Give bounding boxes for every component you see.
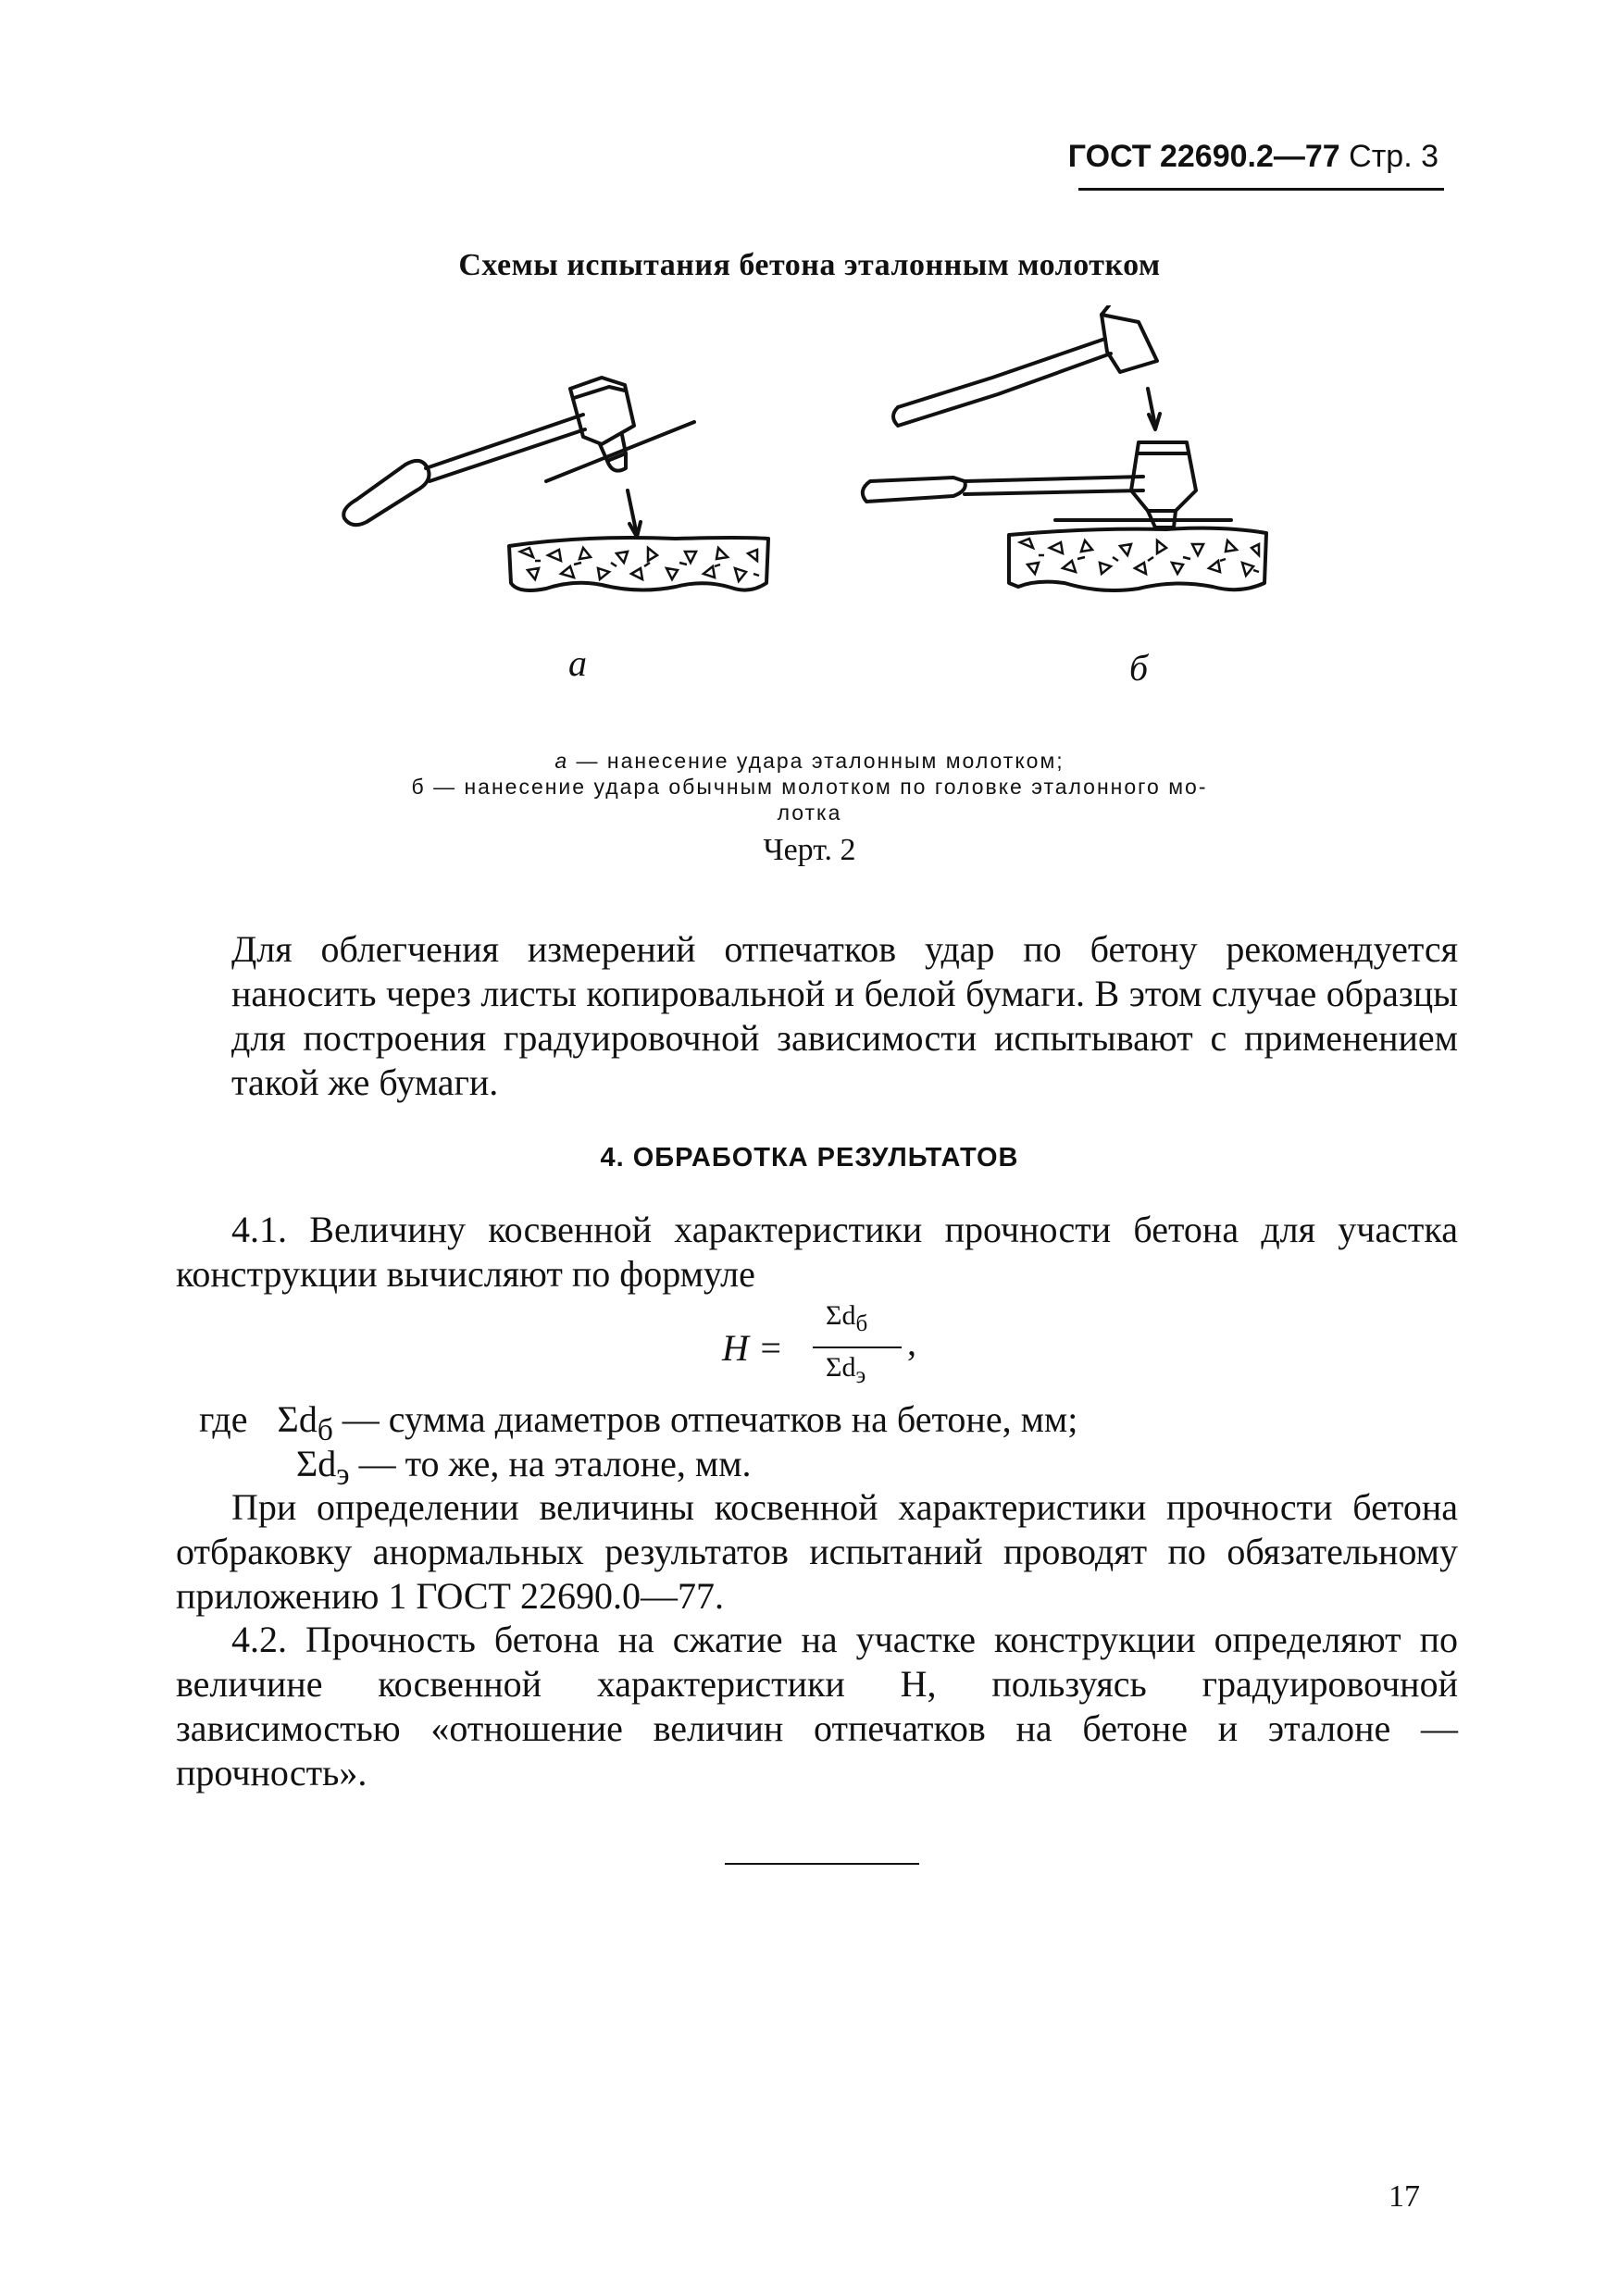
paragraph-1: Для облегчения измерений отпечатков удар по бетону рекомендуется наносить через листы копировальной и белой бумаги. В этом случае образцы для построения градуировочной зависимости испытывают с применением такой же бумаги. <box>231 928 1458 1103</box>
caption-line-a <box>0 748 1619 774</box>
formula-den-sym: Σd <box>826 1352 856 1383</box>
def2-symbol <box>296 1443 350 1492</box>
figure-caption <box>0 748 1619 825</box>
formula-num-sub: б <box>855 1311 868 1336</box>
def2-text: — то же, на эталоне, мм. <box>349 1443 752 1484</box>
page-label: Стр. 3 <box>1349 139 1438 174</box>
header-underline <box>1078 188 1444 191</box>
paragraph-4-1: 4.1. Величину косвенной характеристики прочности бетона для участка конструкции вычисляют по формуле <box>176 1209 1458 1295</box>
def1-sub: б <box>317 1413 333 1447</box>
caption-line-b1: б — нанесение удара обычным молотком по головке эталонного мо- <box>411 775 1208 799</box>
formula-lhs: H = <box>722 1327 783 1369</box>
caption-a-letter: а <box>554 749 569 773</box>
page-number: 17 <box>1389 2179 1420 2214</box>
formula-num-sym: Σd <box>826 1300 856 1331</box>
fraction-bar <box>813 1347 902 1348</box>
formula-comma: , <box>907 1322 916 1363</box>
scheme-b-aggregate <box>1020 539 1259 576</box>
def1-text: — сумма диаметров отпечатков на бетоне, мм; <box>332 1398 1078 1440</box>
formula <box>722 1300 1000 1402</box>
caption-a-text: — нанесение удара эталонным молотком; <box>568 749 1065 773</box>
formula-den-sub: э <box>855 1363 866 1388</box>
def2-sub: э <box>336 1458 350 1492</box>
scheme-a-label: а <box>568 642 587 684</box>
scheme-b-label: б <box>1129 647 1149 689</box>
section-title: 4. ОБРАБОТКА РЕЗУЛЬТАТОВ <box>600 1143 1019 1173</box>
def1-sym: Σd <box>277 1398 318 1440</box>
page-header <box>1068 139 1438 175</box>
def1-symbol <box>277 1398 333 1447</box>
end-rule <box>725 1863 919 1865</box>
scheme-b-drawing <box>863 305 1266 590</box>
paragraph-4-2: 4.2. Прочность бетона на сжатие на участке конструкции определяют по величине косвенной характеристики H, пользуясь градуировочной зависимостью «отношение величин отпечатков на бетоне и эталоне — прочность». <box>176 1619 1458 1793</box>
paragraph-4-1-continued: При определении величины косвенной характеристики прочности бетона отбраковку анормальных результатов испытаний проводят по обязательному приложению 1 ГОСТ 22690.0—77. <box>176 1486 1458 1617</box>
hammer-test-figure <box>305 305 1305 740</box>
figure-title: Схемы испытания бетона эталонным молотком <box>458 248 1161 282</box>
where-word: где <box>199 1398 248 1440</box>
standard-number: ГОСТ 22690.2—77 <box>1067 139 1340 174</box>
def2-sym: Σd <box>296 1443 337 1484</box>
drawing-number: Черт. 2 <box>763 833 856 867</box>
formula-denominator <box>826 1352 866 1389</box>
caption-line-b2: лотка <box>777 800 842 825</box>
scheme-a-aggregate <box>520 548 759 581</box>
formula-numerator <box>826 1300 867 1337</box>
